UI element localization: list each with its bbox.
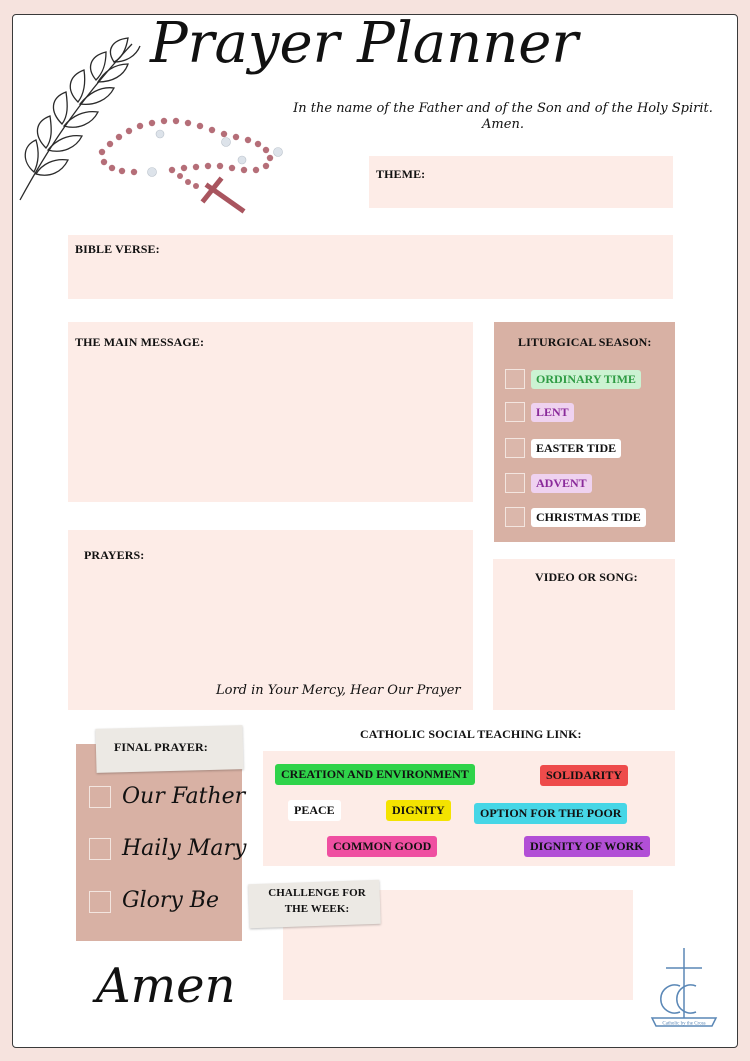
challenge-label [262, 886, 372, 918]
liturgical-season-label: LITURGICAL SEASON: [518, 335, 652, 349]
season-checkbox-advent[interactable] [505, 473, 525, 493]
cross-logo-icon [646, 944, 722, 1032]
cst-tag-dignity-of-work[interactable]: DIGNITY OF WORK [524, 836, 650, 857]
season-option-christmas-tide: CHRISTMAS TIDE [531, 508, 646, 527]
final-prayer-haily-mary: Haily Mary [122, 836, 247, 861]
final-prayer-checkbox-glory-be[interactable] [89, 891, 111, 913]
season-checkbox-lent[interactable] [505, 402, 525, 422]
closing-amen: Amen [96, 958, 236, 1014]
season-checkbox-easter-tide[interactable] [505, 438, 525, 458]
cst-tag-solidarity[interactable]: SOLIDARITY [540, 765, 628, 786]
season-option-ordinary-time: ORDINARY TIME [531, 370, 641, 389]
final-prayer-checkbox-haily-mary[interactable] [89, 838, 111, 860]
cst-tag-dignity[interactable]: DIGNITY [386, 800, 451, 821]
cst-tag-peace[interactable]: PEACE [288, 800, 341, 821]
theme-field[interactable] [369, 156, 673, 208]
season-checkbox-ordinary-time[interactable] [505, 369, 525, 389]
theme-label: THEME: [376, 167, 426, 181]
main-message-label: THE MAIN MESSAGE: [75, 335, 205, 349]
rosary-icon [92, 112, 292, 218]
page-title: Prayer Planner [150, 11, 579, 76]
subtitle-line-2: Amen. [482, 117, 524, 133]
final-prayer-checkbox-our-father[interactable] [89, 786, 111, 808]
season-option-lent: LENT [531, 403, 574, 422]
final-prayer-our-father: Our Father [122, 784, 246, 809]
challenge-label-line-2: THE WEEK: [284, 902, 350, 915]
season-option-advent: ADVENT [531, 474, 592, 493]
video-song-label: VIDEO OR SONG: [535, 570, 638, 584]
cst-tag-creation-and-environment[interactable]: CREATION AND ENVIRONMENT [275, 764, 475, 785]
subtitle-line-1: In the name of the Father and of the Son and of the Holy Spirit. [293, 101, 713, 116]
logo-text: Catholic by the Cross [662, 1021, 706, 1027]
prayers-label: PRAYERS: [84, 548, 145, 562]
bible-verse-label: BIBLE VERSE: [75, 242, 160, 256]
cst-tag-common-good[interactable]: COMMON GOOD [327, 836, 437, 857]
challenge-label-line-1: CHALLENGE FOR [268, 887, 366, 899]
final-prayer-label: FINAL PRAYER: [114, 740, 208, 754]
page-subtitle [283, 101, 723, 134]
season-option-easter-tide: EASTER TIDE [531, 439, 621, 458]
prayers-response: Lord in Your Mercy, Hear Our Prayer [216, 683, 461, 698]
season-checkbox-christmas-tide[interactable] [505, 507, 525, 527]
cst-tag-option-for-the-poor[interactable]: OPTION FOR THE POOR [474, 803, 627, 824]
final-prayer-glory-be: Glory Be [122, 888, 219, 913]
cst-label: CATHOLIC SOCIAL TEACHING LINK: [360, 727, 582, 741]
